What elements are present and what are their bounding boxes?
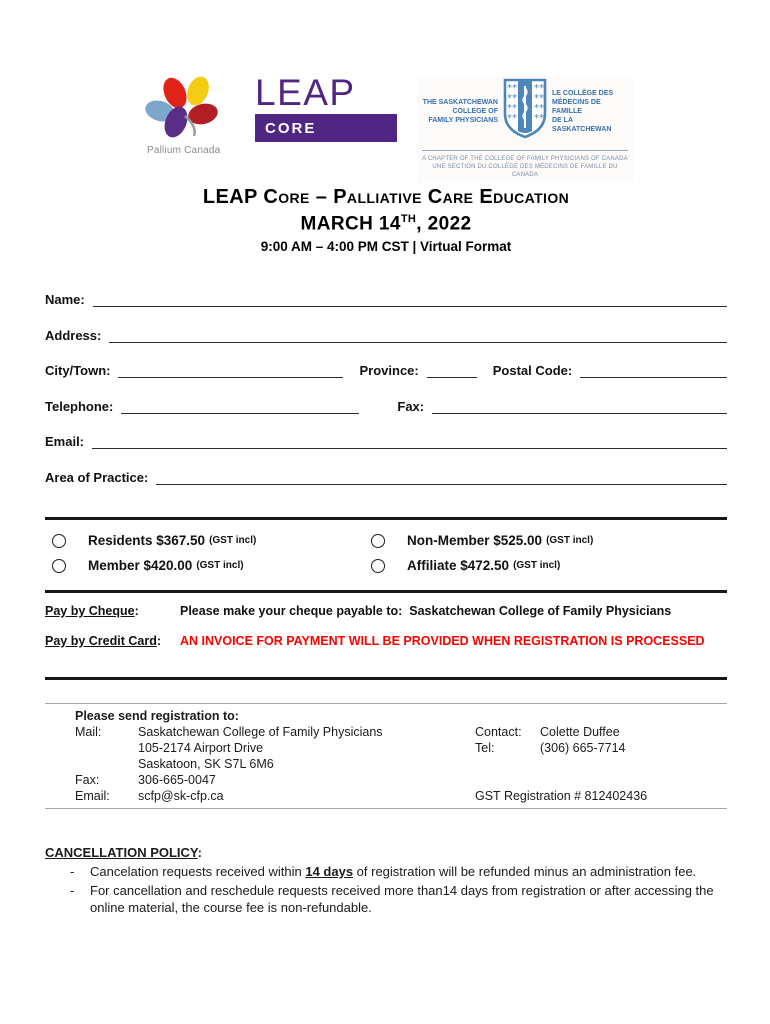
fee-gst-affiliate: (GST incl) bbox=[513, 560, 561, 571]
email-row bbox=[45, 432, 727, 449]
contact-value: Colette Duffee bbox=[540, 725, 620, 739]
pay-by-credit-card-label: Pay by Credit Card: bbox=[45, 634, 162, 648]
svg-text:*: * bbox=[539, 113, 544, 124]
svg-text:*: * bbox=[507, 83, 512, 94]
mail-row bbox=[75, 724, 475, 740]
event-title: LEAP Core – Palliative Care Education bbox=[202, 186, 570, 208]
province-input[interactable] bbox=[427, 363, 477, 378]
registration-header: Please send registration to: bbox=[75, 709, 239, 723]
fax-input[interactable] bbox=[432, 399, 727, 414]
postal-code-label: Postal Code: bbox=[492, 363, 573, 378]
header bbox=[45, 72, 727, 178]
practice-label: Area of Practice: bbox=[45, 469, 149, 485]
pallium-canada-logo bbox=[145, 74, 397, 156]
list-dash-marker: - bbox=[70, 864, 75, 879]
fee-option-member bbox=[45, 558, 364, 573]
address-input[interactable] bbox=[109, 328, 727, 343]
svg-text:*: * bbox=[534, 113, 539, 124]
scfp-crest-icon bbox=[502, 78, 548, 145]
practice-input[interactable] bbox=[156, 470, 727, 485]
mail-row-3 bbox=[75, 756, 475, 772]
event-date: MARCH 14TH, 2022 bbox=[300, 213, 472, 235]
fee-label-affiliate: Affiliate $472.50 bbox=[407, 558, 510, 573]
scfp-name-english: THE SASKATCHEWAN COLLEGE OF FAMILY PHYSICIANS bbox=[422, 99, 498, 124]
svg-text:*: * bbox=[534, 93, 539, 104]
list-dash-marker: - bbox=[70, 883, 75, 898]
radio-member[interactable] bbox=[52, 559, 66, 573]
cancellation-list bbox=[45, 863, 727, 916]
fee-label-residents: Residents $367.50 bbox=[88, 533, 206, 548]
scfp-footer: A CHAPTER OF THE COLLEGE OF FAMILY PHYSICIANS OF CANADA UNE SECTION DU COLLÈGE DES MÉDECINS DE FAMILLE DU CANADA bbox=[422, 156, 628, 178]
city-label: City/Town: bbox=[45, 363, 111, 378]
mail-line-2: 105-2174 Airport Drive bbox=[138, 741, 264, 755]
reg-fax-label: Fax: bbox=[75, 773, 100, 787]
cheque-instructions: Please make your cheque payable to: Saskatchewan College of Family Physicians bbox=[180, 604, 672, 618]
fax-label: Fax: bbox=[397, 398, 425, 414]
name-input[interactable] bbox=[93, 292, 727, 307]
practice-row bbox=[45, 468, 727, 485]
radio-non-member[interactable] bbox=[371, 534, 385, 548]
mail-line-3: Saskatoon, SK S7L 6M6 bbox=[138, 757, 274, 771]
registrant-info-form bbox=[45, 290, 727, 503]
radio-affiliate[interactable] bbox=[371, 559, 385, 573]
cancellation-heading: CANCELLATION POLICY: bbox=[45, 845, 202, 860]
tel-value: (306) 665-7714 bbox=[540, 741, 626, 755]
pallium-caption: Pallium Canada bbox=[147, 145, 221, 156]
gst-registration-number: GST Registration # 812402436 bbox=[475, 789, 648, 803]
name-label: Name: bbox=[45, 292, 85, 307]
cancellation-policy bbox=[45, 845, 727, 916]
fee-option-non-member bbox=[364, 533, 727, 548]
svg-text:*: * bbox=[512, 83, 517, 94]
registration-contact-person bbox=[475, 708, 727, 804]
svg-text:*: * bbox=[507, 113, 512, 124]
mail-row-2 bbox=[75, 740, 475, 756]
pay-by-cheque-row bbox=[45, 604, 727, 618]
event-time-format: 9:00 AM – 4:00 PM CST | Virtual Format bbox=[260, 239, 512, 255]
tel-label: Tel: bbox=[475, 741, 495, 755]
leap-wordmark: LEAP bbox=[255, 72, 356, 113]
svg-text:*: * bbox=[512, 103, 517, 114]
fee-options bbox=[45, 533, 727, 573]
fee-gst-member: (GST incl) bbox=[196, 560, 244, 571]
scfp-divider bbox=[422, 150, 628, 151]
scfp-logo bbox=[417, 76, 633, 183]
payment-instructions bbox=[45, 604, 727, 664]
pallium-flower-icon bbox=[145, 74, 219, 143]
event-title-block bbox=[45, 186, 727, 254]
telephone-fax-row bbox=[45, 397, 727, 414]
reg-email-value: scfp@sk-cfp.ca bbox=[138, 789, 224, 803]
email-contact-row bbox=[75, 788, 475, 804]
pay-by-cheque-label: Pay by Cheque: bbox=[45, 604, 139, 618]
divider-rule-2 bbox=[45, 590, 727, 593]
divider-rule-1 bbox=[45, 517, 727, 520]
cancellation-item-2: - For cancellation and reschedule requests received more than14 days from registration or after accessing the online material, the course fee is non-refundable. bbox=[70, 883, 714, 915]
reg-email-label: Email: bbox=[75, 789, 110, 803]
province-label: Province: bbox=[359, 363, 419, 378]
fee-option-residents bbox=[45, 533, 364, 548]
registration-contact-block bbox=[45, 703, 727, 809]
telephone-label: Telephone: bbox=[45, 398, 114, 414]
postal-code-input[interactable] bbox=[580, 363, 727, 378]
date-ordinal: TH bbox=[400, 213, 417, 225]
radio-residents[interactable] bbox=[52, 534, 66, 548]
email-label: Email: bbox=[45, 434, 85, 449]
city-input[interactable] bbox=[118, 363, 343, 378]
pay-by-credit-card-row bbox=[45, 634, 727, 648]
mail-label: Mail: bbox=[75, 725, 102, 739]
address-row bbox=[45, 326, 727, 343]
divider-rule-3 bbox=[45, 677, 727, 680]
svg-text:*: * bbox=[539, 103, 544, 114]
svg-text:*: * bbox=[507, 93, 512, 104]
cancellation-item-1: - Cancelation requests received within 14 days of registration will be refunded minus an administration fee. bbox=[70, 864, 697, 879]
reg-fax-value: 306-665-0047 bbox=[138, 773, 216, 787]
fee-gst-residents: (GST incl) bbox=[209, 535, 257, 546]
contact-label: Contact: bbox=[475, 725, 522, 739]
contact-row bbox=[475, 724, 727, 740]
fee-option-affiliate bbox=[364, 558, 727, 573]
svg-text:*: * bbox=[534, 103, 539, 114]
svg-text:*: * bbox=[539, 83, 544, 94]
svg-text:*: * bbox=[539, 93, 544, 104]
fee-gst-non-member: (GST incl) bbox=[546, 535, 594, 546]
name-row bbox=[45, 290, 727, 307]
credit-card-notice: AN INVOICE FOR PAYMENT WILL BE PROVIDED WHEN REGISTRATION IS PROCESSED bbox=[180, 634, 705, 648]
fax-contact-row bbox=[75, 772, 475, 788]
fee-label-non-member: Non-Member $525.00 bbox=[407, 533, 543, 548]
svg-text:*: * bbox=[512, 93, 517, 104]
address-label: Address: bbox=[45, 327, 102, 343]
mail-line-1: Saskatchewan College of Family Physicians bbox=[138, 725, 383, 739]
svg-text:*: * bbox=[534, 83, 539, 94]
telephone-input[interactable] bbox=[121, 399, 359, 414]
svg-text:*: * bbox=[507, 103, 512, 114]
svg-text:*: * bbox=[512, 113, 517, 124]
scfp-name-french: LE COLLÈGE DES MÉDECINS DE FAMILLE DE LA SASKATCHEWAN bbox=[552, 90, 614, 133]
fee-label-member: Member $420.00 bbox=[88, 558, 193, 573]
fourteen-days-emphasis: 14 days bbox=[305, 864, 354, 879]
registration-address bbox=[75, 708, 475, 804]
tel-row bbox=[475, 740, 727, 756]
email-input[interactable] bbox=[92, 434, 727, 449]
core-banner: CORE bbox=[255, 114, 397, 142]
city-province-postal-row bbox=[45, 361, 727, 378]
